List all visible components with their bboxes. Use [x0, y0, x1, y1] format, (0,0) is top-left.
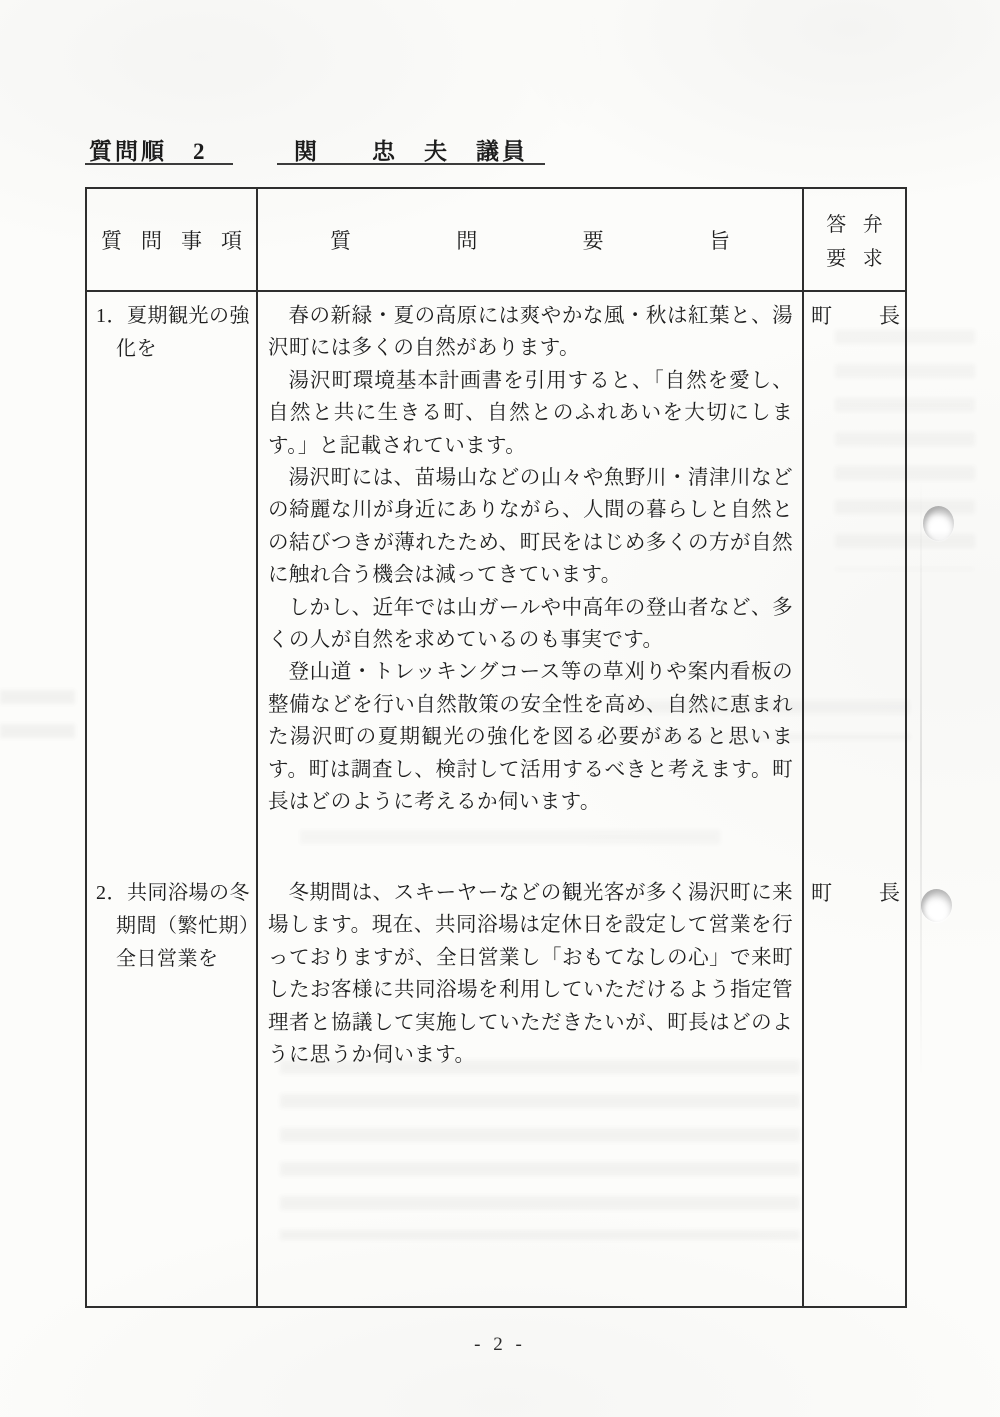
table-header-row — [87, 189, 905, 292]
punch-hole-mark — [921, 889, 952, 922]
header-char: 問 — [141, 228, 162, 253]
header-char: 弁 — [862, 213, 883, 236]
question-1-item: 1．夏期観光の強化を — [96, 305, 250, 360]
header-reply-request — [804, 189, 905, 290]
header-char: 質 — [101, 228, 122, 253]
paragraph: 登山道・トレッキングコース等の草刈りや案内看板の整備などを行い自然散策の安全性を高め、自然に恵まれた湯沢町の夏期観光の強化を図る必要があると思います。町は調査し、検討して活用するべきと考えます。町長はどのように考えるか伺います。 — [268, 661, 793, 814]
header-char: 問 — [456, 228, 478, 253]
header-char: 求 — [862, 248, 883, 271]
column-question-item — [87, 292, 258, 1306]
question-2-item: 2．共同浴場の冬期間（繁忙期）全日営業を — [96, 882, 250, 970]
header-char: 要 — [582, 228, 604, 253]
councilor-name: 関 忠 夫 議員 — [277, 131, 545, 165]
question-table — [85, 187, 913, 1308]
page-number: - 2 - — [474, 1334, 526, 1355]
header-char: 事 — [181, 228, 202, 253]
paragraph: しかし、近年では山ガールや中高年の登山者など、多くの人が自然を求めているのも事実です。 — [268, 596, 793, 652]
question-1-respondent: 町 長 — [811, 304, 913, 328]
question-2-text — [268, 877, 793, 1071]
paragraph: 湯沢町には、苗場山などの山々や魚野川・清津川などの綺麗な川が身近にありながら、人間の暮らしと自然との結びつきが薄れたため、町民をはじめ多くの方が自然に触れ合う機会は減ってきています。 — [268, 467, 793, 587]
question-2-respondent: 町 長 — [811, 881, 913, 905]
table-body — [87, 292, 913, 1306]
question-1-text — [268, 300, 793, 819]
punch-hole-mark — [923, 506, 954, 541]
paragraph: 湯沢町環境基本計画書を引用すると、「自然を愛し、自然と共に生きる町、自然とのふれあいを大切にします。」と記載されています。 — [268, 369, 793, 457]
header-char: 答 — [826, 213, 847, 236]
header-char: 項 — [221, 228, 242, 253]
column-reply-request — [804, 292, 913, 1306]
bleed-through-artifact — [0, 690, 75, 740]
paragraph: 冬期間は、スキーヤーなどの観光客が多く湯沢町に来場します。現在、共同浴場は定休日を設定して営業を行っておりますが、全日営業し「おもてなしの心」で来町したお客様に共同浴場を利用していただけるよう指定管理者と協議して実施していただきたいが、町長はどのように思うか伺います。 — [268, 882, 793, 1067]
header-char: 質 — [330, 228, 351, 253]
question-order-title: 質問順 2 — [85, 131, 233, 165]
column-question-summary — [258, 292, 804, 1306]
paper-crease — [920, 480, 922, 1080]
header-char: 要 — [826, 248, 847, 271]
header-question-summary — [258, 189, 804, 290]
paragraph: 春の新緑・夏の高原には爽やかな風・秋は紅葉と、湯沢町には多くの自然があります。 — [268, 305, 793, 360]
header-char: 旨 — [708, 228, 730, 253]
header-question-item — [87, 189, 258, 290]
